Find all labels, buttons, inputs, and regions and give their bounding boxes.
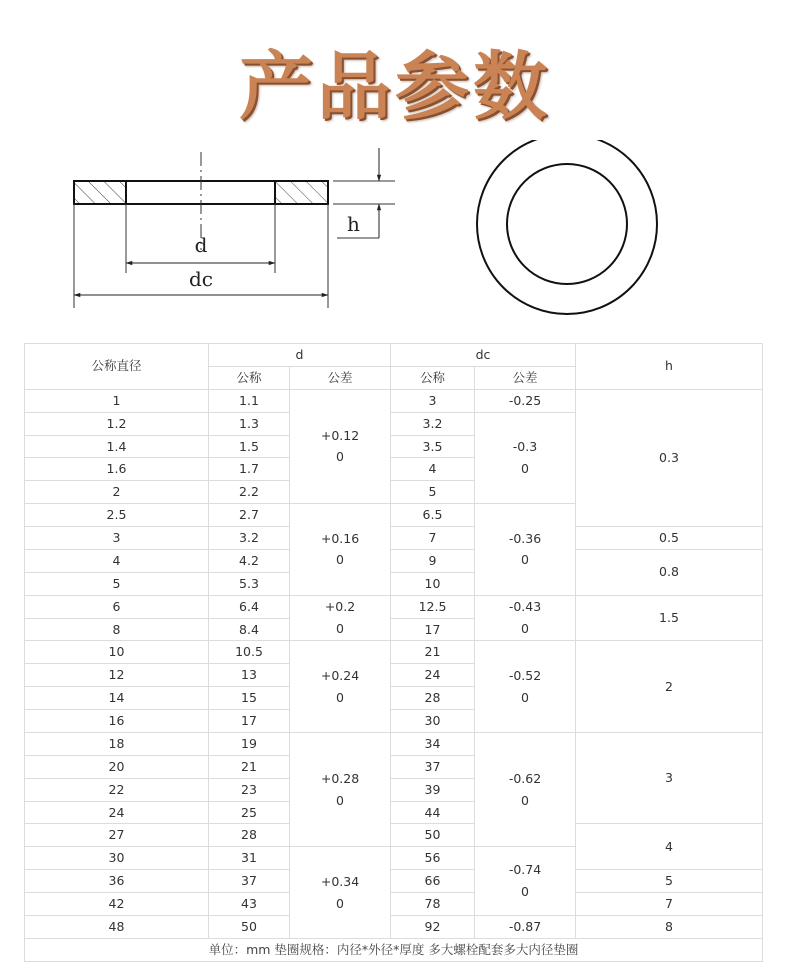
cell-d-nominal: 6.4 [209,595,290,618]
cell-d-nominal: 25 [209,801,290,824]
label-d: d [194,233,208,257]
cell-nominal-diameter: 36 [25,870,209,893]
cell-d-nominal: 23 [209,778,290,801]
cell-dc-nominal: 17 [391,618,475,641]
table-row [25,641,763,664]
cell-h: 8 [576,915,763,938]
cell-dc-tolerance [475,412,576,504]
page-title: 产品参数 [239,44,551,130]
cell-h: 2 [576,641,763,733]
cell-d-nominal: 19 [209,732,290,755]
cell-dc-tolerance-lower: 0 [521,792,529,808]
cell-nominal-diameter: 12 [25,664,209,687]
cell-nominal-diameter: 1 [25,389,209,412]
cell-d-tolerance-upper: +0.24 [320,667,360,683]
cell-dc-nominal: 50 [391,824,475,847]
cell-dc-nominal: 7 [391,527,475,550]
cell-d-nominal: 1.7 [209,458,290,481]
cell-d-nominal: 28 [209,824,290,847]
cell-dc-tolerance [475,847,576,916]
cell-d-nominal: 21 [209,755,290,778]
cell-d-nominal: 5.3 [209,572,290,595]
cell-dc-tolerance-upper: -0.62 [508,770,542,786]
label-h: h [347,212,360,236]
cell-nominal-diameter: 1.2 [25,412,209,435]
cell-dc-nominal: 56 [391,847,475,870]
header-d: d [209,344,391,367]
cell-dc-nominal: 4 [391,458,475,481]
cell-nominal-diameter: 30 [25,847,209,870]
cell-dc-nominal: 34 [391,732,475,755]
cell-d-tolerance-upper: +0.2 [324,599,356,615]
cell-d-tolerance-lower: 0 [336,621,344,636]
cell-d-tolerance-upper: +0.28 [320,770,360,786]
cell-d-tolerance [290,641,391,733]
cell-nominal-diameter: 24 [25,801,209,824]
cell-d-nominal: 1.1 [209,389,290,412]
dimension-d [126,204,275,273]
cell-dc-nominal: 12.5 [391,595,475,618]
cell-dc-nominal: 3.2 [391,412,475,435]
cell-nominal-diameter: 16 [25,710,209,733]
cell-nominal-diameter: 42 [25,893,209,916]
cell-dc-nominal: 3 [391,389,475,412]
cell-dc-tolerance-upper: -0.52 [508,667,542,683]
cell-h: 0.5 [576,527,763,550]
cell-dc-tolerance-lower: 0 [521,460,529,476]
cell-dc-tolerance-upper: -0.36 [508,530,542,546]
table-row [25,915,763,938]
cell-dc-nominal: 21 [391,641,475,664]
cell-d-nominal: 15 [209,687,290,710]
table-row [25,527,763,550]
cell-dc-nominal: 6.5 [391,504,475,527]
cell-dc-nominal: 30 [391,710,475,733]
cell-dc-nominal: 24 [391,664,475,687]
table-row [25,824,763,847]
table-row [25,595,763,618]
subheader-dc-nominal: 公称 [391,366,475,389]
cell-d-nominal: 2.2 [209,481,290,504]
cell-d-tolerance-upper: +0.12 [320,427,360,443]
cell-d-nominal: 1.5 [209,435,290,458]
cell-dc-nominal: 3.5 [391,435,475,458]
cell-d-nominal: 31 [209,847,290,870]
cell-dc-tolerance [475,504,576,596]
cell-dc-tolerance-lower: 0 [521,884,529,900]
cell-h: 7 [576,893,763,916]
cell-d-tolerance-lower: 0 [336,689,344,705]
cell-d-nominal: 4.2 [209,549,290,572]
cell-dc-nominal: 5 [391,481,475,504]
units-note: 单位：mm 垫圈规格：内径*外径*厚度 多大螺栓配套多大内径垫圈 [25,938,763,961]
spec-table-body [25,344,763,939]
cell-nominal-diameter: 20 [25,755,209,778]
cell-dc-nominal: 92 [391,915,475,938]
cell-nominal-diameter: 10 [25,641,209,664]
cell-nominal-diameter: 6 [25,595,209,618]
cell-dc-nominal: 37 [391,755,475,778]
cell-dc-nominal: 39 [391,778,475,801]
cell-h: 5 [576,870,763,893]
cell-d-tolerance-lower: 0 [336,449,344,465]
cell-dc-nominal: 28 [391,687,475,710]
cell-nominal-diameter: 1.6 [25,458,209,481]
cell-dc-tolerance-upper: -0.25 [508,392,542,408]
header-dc: dc [391,344,576,367]
cell-d-nominal: 3.2 [209,527,290,550]
cell-dc-tolerance [475,389,576,412]
cell-d-tolerance [290,595,391,641]
cell-h: 0.3 [576,389,763,526]
cell-d-nominal: 50 [209,915,290,938]
cell-d-nominal: 10.5 [209,641,290,664]
cell-dc-tolerance-lower: 0 [521,621,529,636]
cell-nominal-diameter: 48 [25,915,209,938]
cell-d-nominal: 43 [209,893,290,916]
cell-d-nominal: 8.4 [209,618,290,641]
cell-dc-nominal: 78 [391,893,475,916]
cell-dc-tolerance-lower: 0 [521,552,529,568]
cell-d-nominal: 1.3 [209,412,290,435]
footer-row [25,938,763,961]
dimension-h [333,148,395,238]
washer-drawing [0,140,790,330]
table-row [25,893,763,916]
cell-dc-tolerance [475,595,576,641]
cell-dc-tolerance [475,732,576,846]
cell-d-tolerance [290,847,391,939]
cell-nominal-diameter: 2 [25,481,209,504]
cell-h: 3 [576,732,763,824]
table-row [25,870,763,893]
cell-d-nominal: 13 [209,664,290,687]
cell-d-tolerance [290,504,391,596]
cell-dc-tolerance-lower: 0 [521,689,529,705]
cell-dc-tolerance-upper: -0.43 [508,599,542,615]
cell-nominal-diameter: 27 [25,824,209,847]
cell-d-tolerance [290,732,391,846]
cell-nominal-diameter: 2.5 [25,504,209,527]
cell-d-nominal: 17 [209,710,290,733]
table-row [25,549,763,572]
table-row [25,389,763,412]
cell-nominal-diameter: 4 [25,549,209,572]
cell-d-tolerance-upper: +0.16 [320,530,360,546]
header-h: h [576,344,763,390]
subheader-d-tolerance: 公差 [290,366,391,389]
label-dc: dc [188,267,214,291]
cell-d-tolerance [290,389,391,503]
washer-top-view [477,140,657,314]
cell-dc-tolerance-upper: -0.87 [508,918,542,934]
cell-d-tolerance-lower: 0 [336,895,344,911]
cell-nominal-diameter: 5 [25,572,209,595]
cell-h: 1.5 [576,595,763,641]
cell-nominal-diameter: 18 [25,732,209,755]
table-row [25,732,763,755]
cell-h: 0.8 [576,549,763,595]
cell-nominal-diameter: 3 [25,527,209,550]
cell-nominal-diameter: 8 [25,618,209,641]
subheader-d-nominal: 公称 [209,366,290,389]
cell-dc-nominal: 9 [391,549,475,572]
subheader-dc-tolerance: 公差 [475,366,576,389]
cell-dc-tolerance [475,915,576,938]
cell-nominal-diameter: 22 [25,778,209,801]
cell-dc-nominal: 44 [391,801,475,824]
cell-dc-nominal: 10 [391,572,475,595]
spec-table [24,343,763,962]
header-nominal-diameter: 公称直径 [25,344,209,390]
cell-d-nominal: 37 [209,870,290,893]
cell-dc-tolerance [475,641,576,733]
header-row [25,344,763,367]
cell-d-tolerance-lower: 0 [336,552,344,568]
cell-nominal-diameter: 1.4 [25,435,209,458]
cell-d-tolerance-lower: 0 [336,792,344,808]
cell-dc-tolerance-upper: -0.74 [508,862,542,878]
cell-d-nominal: 2.7 [209,504,290,527]
cell-dc-nominal: 66 [391,870,475,893]
cell-d-tolerance-upper: +0.34 [320,873,360,889]
cell-dc-tolerance-upper: -0.3 [512,439,538,454]
cell-nominal-diameter: 14 [25,687,209,710]
cell-h: 4 [576,824,763,870]
